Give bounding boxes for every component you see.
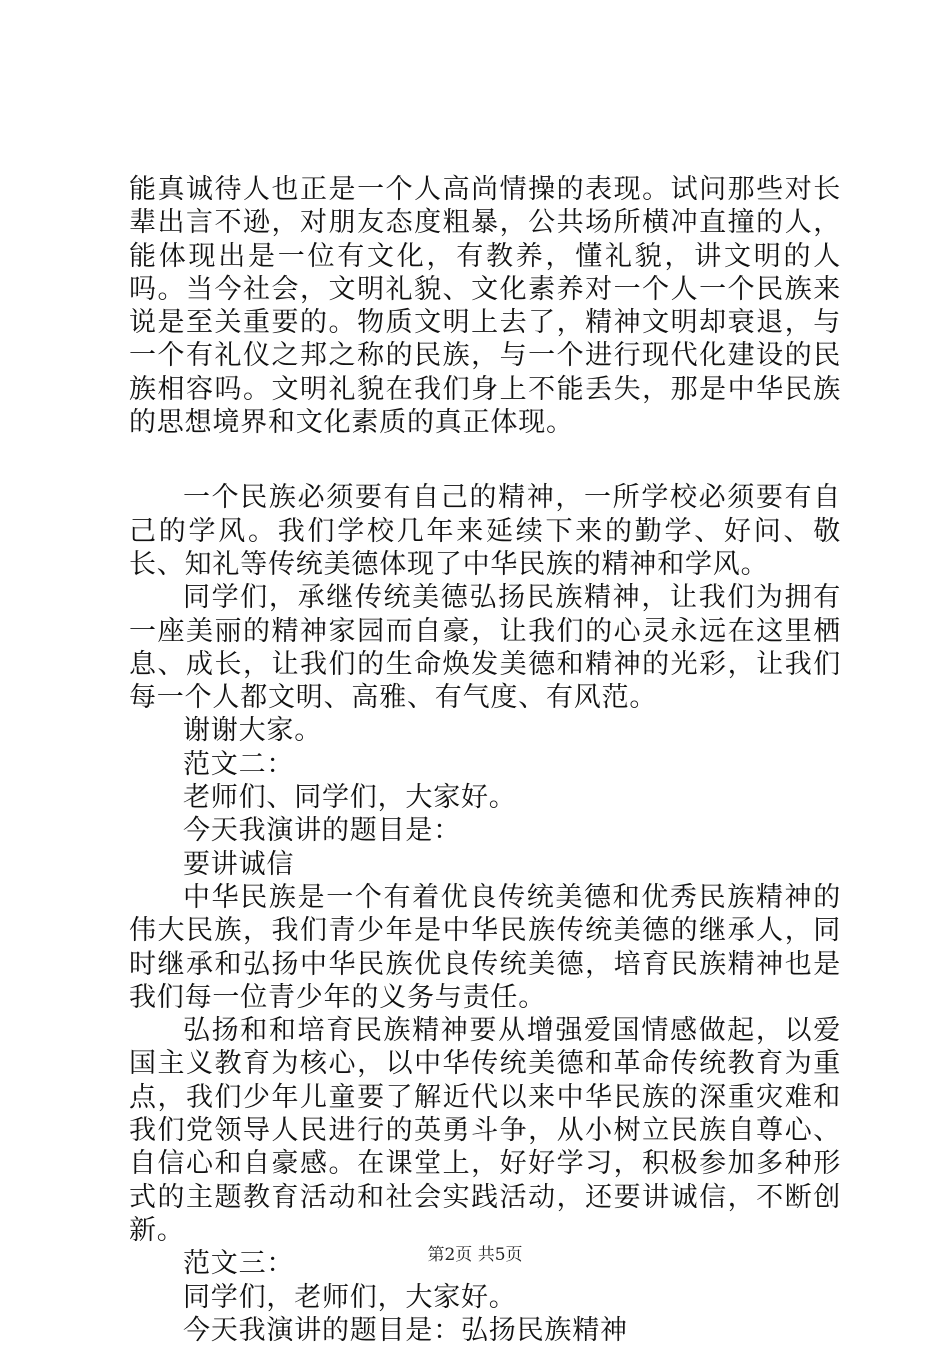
heading-sample-two: 范文二： xyxy=(183,748,295,780)
paragraph-continuation: 能真诚待人也正是一个人高尚情操的表现。试问那些对长辈出言不逊，对朋友态度粗暴，公共场所横冲直撞的人，能体现出是一位有文化，有教养，懂礼貌，讲文明的人吗。当今社会，文明礼貌、文化素养对一个人一个民族来说是至关重要的。物质文明上去了，精神文明却衰退，与一个有礼仪之邦之称的民族，与一个进行现代化建设的民族相容吗。文明礼貌在我们身上不能丢失，那是中华民族的思想境界和文化素质的真正体现。 xyxy=(129,174,841,439)
paragraph-topic-three: 今天我演讲的题目是：弘扬民族精神 xyxy=(183,1314,628,1346)
paragraph-topic-intro-two: 今天我演讲的题目是： xyxy=(183,815,461,847)
paragraph-call-to-classmates: 同学们，承继传统美德弘扬民族精神，让我们为拥有一座美丽的精神家园而自豪，让我们的心灵永远在这里栖息、成长，让我们的生命焕发美德和精神的光彩，让我们每一个人都文明、高雅、有气度、有风范。 xyxy=(129,582,841,714)
paragraph-greeting-three: 同学们，老师们，大家好。 xyxy=(183,1281,517,1313)
paragraph-greeting-two: 老师们、同学们，大家好。 xyxy=(183,782,517,814)
paragraph-nation-virtue: 中华民族是一个有着优良传统美德和优秀民族精神的伟大民族，我们青少年是中华民族传统美德的继承人，同时继承和弘扬中华民族优良传统美德，培育民族精神也是我们每一位青少年的义务与责任。 xyxy=(129,881,841,1013)
paragraph-school-spirit: 一个民族必须要有自己的精神，一所学校必须要有自己的学风。我们学校几年来延续下来的勤学、好问、敬长、知礼等传统美德体现了中华民族的精神和学风。 xyxy=(129,482,841,580)
page-number-label: 第2页 共5页 xyxy=(427,1245,523,1265)
paragraph-thanks: 谢谢大家。 xyxy=(183,715,322,747)
heading-sample-three: 范文三： xyxy=(183,1248,295,1280)
document-body xyxy=(129,173,841,1347)
page-footer xyxy=(0,1244,950,1266)
paragraph-patriotism: 弘扬和和培育民族精神要从增强爱国情感做起，以爱国主义教育为核心，以中华传统美德和革命传统教育为重点，我们少年儿童要了解近代以来中华民族的深重灾难和我们党领导人民进行的英勇斗争，从小树立民族自尊心、自信心和自豪感。在课堂上，好好学习，积极参加多种形式的主题教育活动和社会实践活动，还要讲诚信，不断创新。 xyxy=(129,1015,841,1246)
paragraph-topic-title-two: 要讲诚信 xyxy=(183,848,295,880)
